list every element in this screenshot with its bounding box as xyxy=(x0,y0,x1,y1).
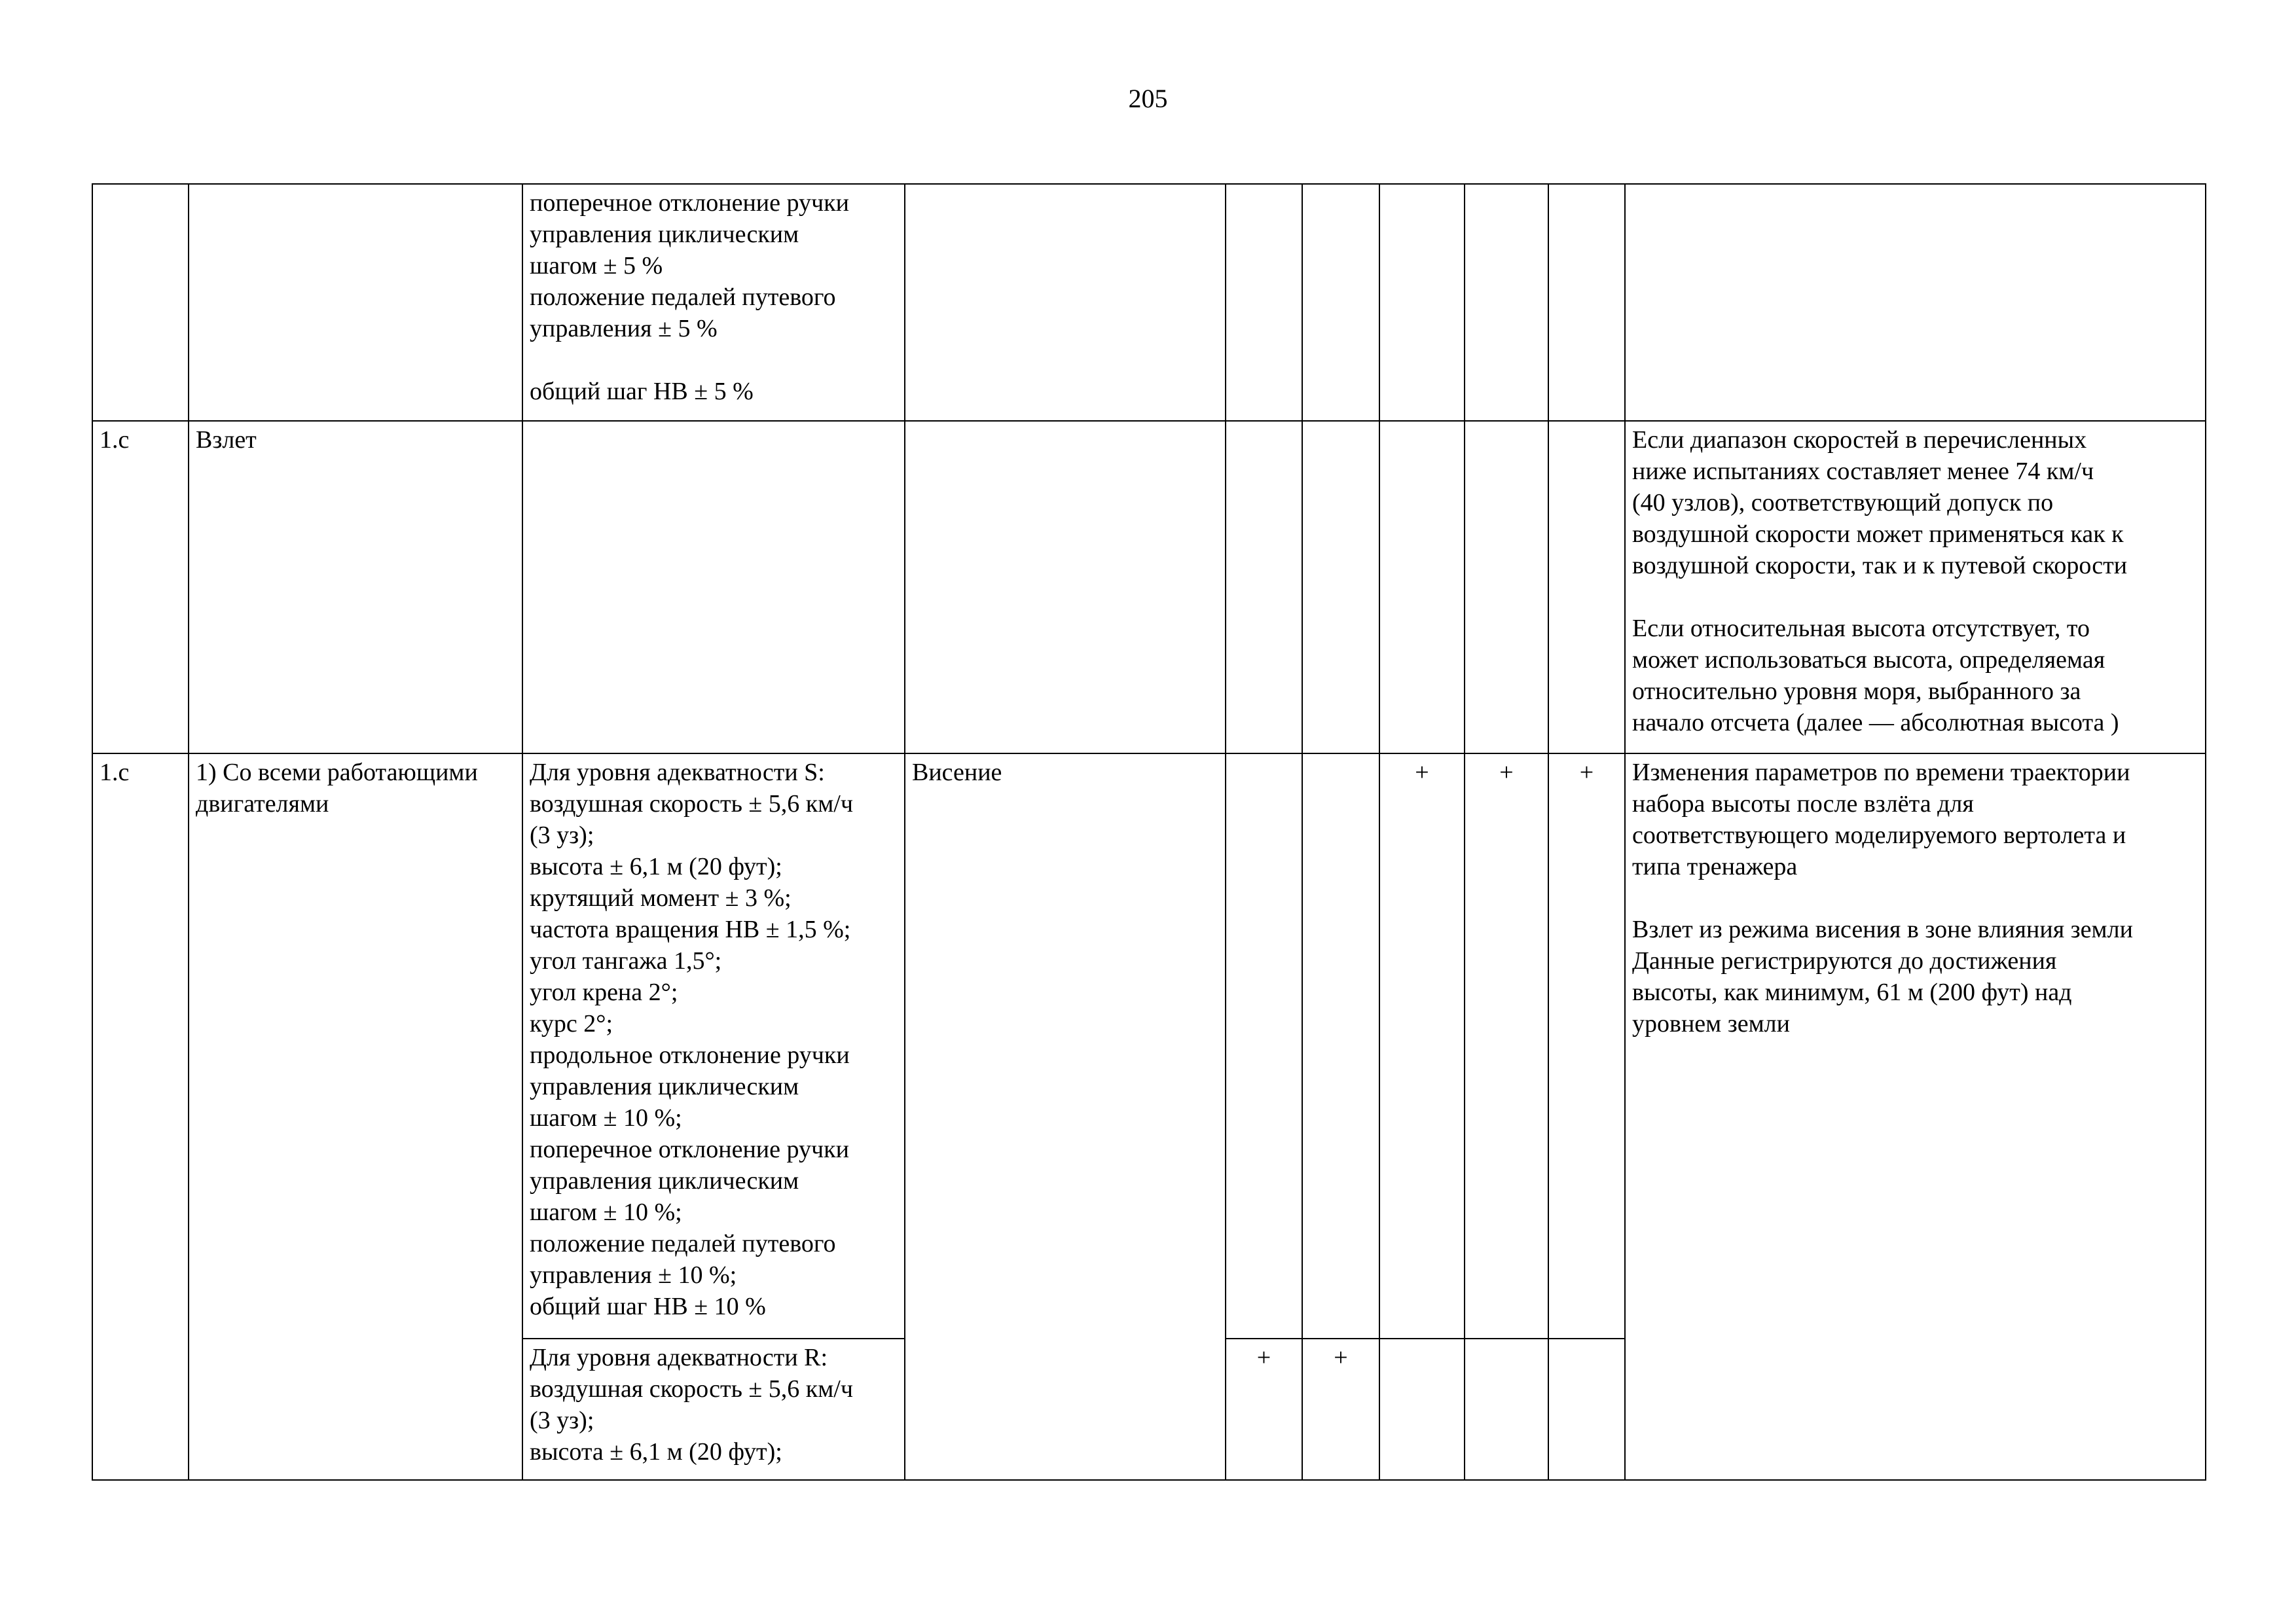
tolerance-line: поперечное отклонение ручки xyxy=(530,189,849,217)
tolerance-line: (3 уз); xyxy=(530,821,594,849)
tolerance-cell-r xyxy=(522,1339,905,1480)
tolerance-line: Для уровня адекватности S: xyxy=(530,759,825,786)
mark-cell xyxy=(1465,184,1548,421)
note-line: набора высоты после взлёта для xyxy=(1632,790,1974,818)
note-line: воздушной скорости может применяться как к xyxy=(1632,520,2124,548)
condition-cell: Висение xyxy=(905,753,1226,1480)
note-line: типа тренажера xyxy=(1632,853,1798,880)
mark-cell xyxy=(1548,1339,1625,1480)
mark-cell: + xyxy=(1548,753,1625,1339)
condition-cell xyxy=(905,421,1226,753)
tolerance-line: поперечное отклонение ручки xyxy=(530,1136,849,1163)
notes-cell xyxy=(1625,753,2206,1480)
note-line: Данные регистрируются до достижения xyxy=(1632,947,2057,975)
note-line: Если относительная высота отсутствует, то xyxy=(1632,615,2090,642)
mark-cell: + xyxy=(1302,1339,1379,1480)
note-line: начало отсчета (далее — абсолютная высота ) xyxy=(1632,709,2119,736)
tolerance-line: общий шаг НВ ± 5 % xyxy=(530,378,754,405)
tolerance-line: угол тангажа 1,5°; xyxy=(530,947,722,975)
mark-cell xyxy=(1548,421,1625,753)
note-line: Если диапазон скоростей в перечисленных xyxy=(1632,426,2087,454)
number-cell: 1.c xyxy=(92,421,189,753)
tolerance-line: высота ± 6,1 м (20 фут); xyxy=(530,1438,782,1466)
table-row-continuation xyxy=(92,184,2206,421)
tolerance-line: положение педалей путевого xyxy=(530,1230,836,1257)
mark-cell xyxy=(1226,184,1302,421)
tolerance-line: воздушная скорость ± 5,6 км/ч xyxy=(530,1375,853,1403)
tolerance-line: Для уровня адекватности R: xyxy=(530,1344,828,1371)
tolerance-line: курс 2°; xyxy=(530,1010,613,1038)
tolerance-line: крутящий момент ± 3 %; xyxy=(530,884,792,912)
mark-cell: + xyxy=(1379,753,1465,1339)
number-cell: 1.c xyxy=(92,753,189,1480)
tolerance-line: воздушная скорость ± 5,6 км/ч xyxy=(530,790,853,818)
tolerance-line: высота ± 6,1 м (20 фут); xyxy=(530,853,782,880)
number-cell xyxy=(92,184,189,421)
tolerance-line: продольное отклонение ручки xyxy=(530,1041,850,1069)
table-row-takeoff xyxy=(92,421,2206,753)
note-line: соответствующего моделируемого вертолета и xyxy=(1632,821,2126,849)
test-name-line: 1) Со всеми работающими xyxy=(196,759,478,786)
notes-cell xyxy=(1625,184,2206,421)
note-line: (40 узлов), соответствующий допуск по xyxy=(1632,489,2054,516)
mark-cell xyxy=(1548,184,1625,421)
mark-cell xyxy=(1226,421,1302,753)
test-name-cell xyxy=(189,184,522,421)
test-name-cell xyxy=(189,753,522,1480)
note-line: уровнем земли xyxy=(1632,1010,1790,1038)
note-line: относительно уровня моря, выбранного за xyxy=(1632,677,2081,705)
test-name-line: двигателями xyxy=(196,790,329,818)
mark-cell xyxy=(1302,753,1379,1339)
tolerance-line: угол крена 2°; xyxy=(530,979,678,1006)
tolerance-line: шагом ± 10 %; xyxy=(530,1104,682,1132)
mark-cell xyxy=(1465,1339,1548,1480)
test-requirements-table xyxy=(92,183,2206,1481)
note-line: воздушной скорости, так и к путевой скорости xyxy=(1632,552,2128,579)
tolerance-line: общий шаг НВ ± 10 % xyxy=(530,1293,766,1320)
tolerance-cell xyxy=(522,184,905,421)
mark-cell xyxy=(1379,1339,1465,1480)
mark-cell xyxy=(1379,184,1465,421)
condition-cell xyxy=(905,184,1226,421)
tolerance-cell xyxy=(522,421,905,753)
mark-cell xyxy=(1302,184,1379,421)
tolerance-line: управления ± 5 % xyxy=(530,315,718,342)
test-name-cell: Взлет xyxy=(189,421,522,753)
note-line: может использоваться высота, определяемая xyxy=(1632,646,2105,674)
mark-cell: + xyxy=(1226,1339,1302,1480)
note-line: Взлет из режима висения в зоне влияния земли xyxy=(1632,916,2133,943)
tolerance-line: частота вращения НВ ± 1,5 %; xyxy=(530,916,851,943)
tolerance-line: шагом ± 10 %; xyxy=(530,1199,682,1226)
table-row-all-engines-s xyxy=(92,753,2206,1339)
tolerance-cell-s xyxy=(522,753,905,1339)
mark-cell: + xyxy=(1465,753,1548,1339)
mark-cell xyxy=(1379,421,1465,753)
tolerance-line: шагом ± 5 % xyxy=(530,252,663,280)
note-line: ниже испытаниях составляет менее 74 км/ч xyxy=(1632,458,2094,485)
note-line: Изменения параметров по времени траектории xyxy=(1632,759,2130,786)
tolerance-line: управления ± 10 %; xyxy=(530,1261,737,1289)
tolerance-line: (3 уз); xyxy=(530,1407,594,1434)
mark-cell xyxy=(1302,421,1379,753)
tolerance-line: управления циклическим xyxy=(530,1073,799,1100)
notes-cell xyxy=(1625,421,2206,753)
tolerance-line: управления циклическим xyxy=(530,1167,799,1195)
tolerance-line: управления циклическим xyxy=(530,221,799,248)
mark-cell xyxy=(1226,753,1302,1339)
mark-cell xyxy=(1465,421,1548,753)
note-line: высоты, как минимум, 61 м (200 фут) над xyxy=(1632,979,2072,1006)
page-number: 205 xyxy=(1128,84,1168,113)
tolerance-line: положение педалей путевого xyxy=(530,283,836,311)
